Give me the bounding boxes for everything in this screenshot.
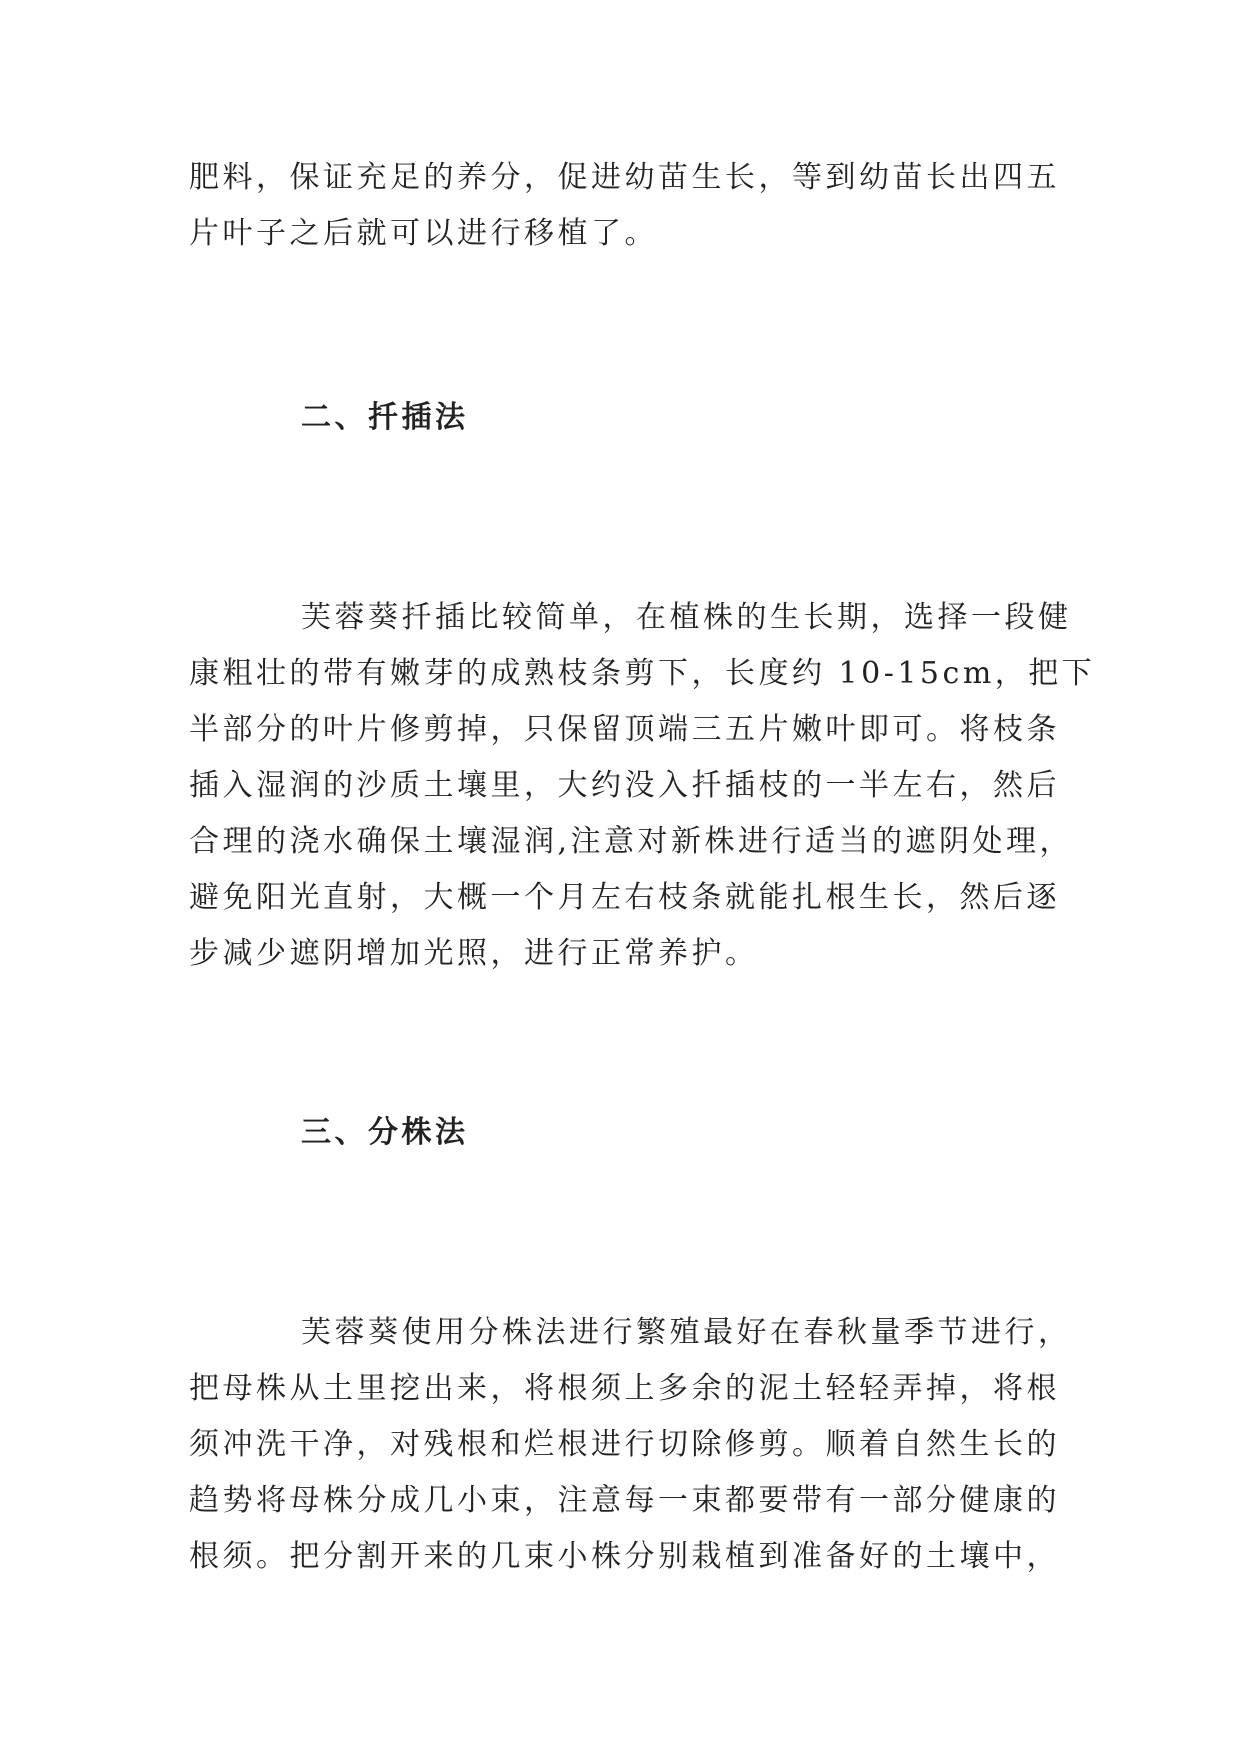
text-line: 芙蓉葵扦插比较简单，在植株的生长期，选择一段健 <box>301 600 1072 635</box>
paragraph-cutting-method <box>189 590 1095 982</box>
text-line: 合理的浇水确保土壤湿润,注意对新株进行适当的遮阴处理， <box>189 824 1074 859</box>
text-line: 片叶子之后就可以进行移植了。 <box>189 216 658 251</box>
text-line: 避免阳光直射，大概一个月左右枝条就能扎根生长，然后逐 <box>189 880 1060 915</box>
text-line: 半部分的叶片修剪掉，只保留顶端三五片嫩叶即可。将枝条 <box>189 712 1060 747</box>
text-line: 把母株从土里挖出来，将根须上多余的泥土轻轻弄掉，将根 <box>189 1371 1060 1406</box>
section-heading-division: 三、分株法 <box>301 1115 469 1150</box>
paragraph-seedling-care <box>189 150 1060 262</box>
text-line: 须冲洗干净，对残根和烂根进行切除修剪。顺着自然生长的 <box>189 1427 1060 1462</box>
text-line: 根须。把分割开来的几束小株分别栽植到准备好的土壤中， <box>189 1539 1060 1574</box>
text-line: 肥料，保证充足的养分，促进幼苗生长，等到幼苗长出四五 <box>189 160 1060 195</box>
section-heading-cutting: 二、扦插法 <box>301 400 469 435</box>
text-line: 康粗壮的带有嫩芽的成熟枝条剪下，长度约 10-15cm，把下 <box>189 656 1096 691</box>
text-line: 步减少遮阴增加光照，进行正常养护。 <box>189 936 759 971</box>
text-line: 趋势将母株分成几小束，注意每一束都要带有一部分健康的 <box>189 1483 1060 1518</box>
text-line: 插入湿润的沙质土壤里，大约没入扦插枝的一半左右，然后 <box>189 768 1060 803</box>
paragraph-division-method <box>189 1305 1072 1585</box>
text-line: 芙蓉葵使用分株法进行繁殖最好在春秋量季节进行， <box>301 1315 1072 1350</box>
